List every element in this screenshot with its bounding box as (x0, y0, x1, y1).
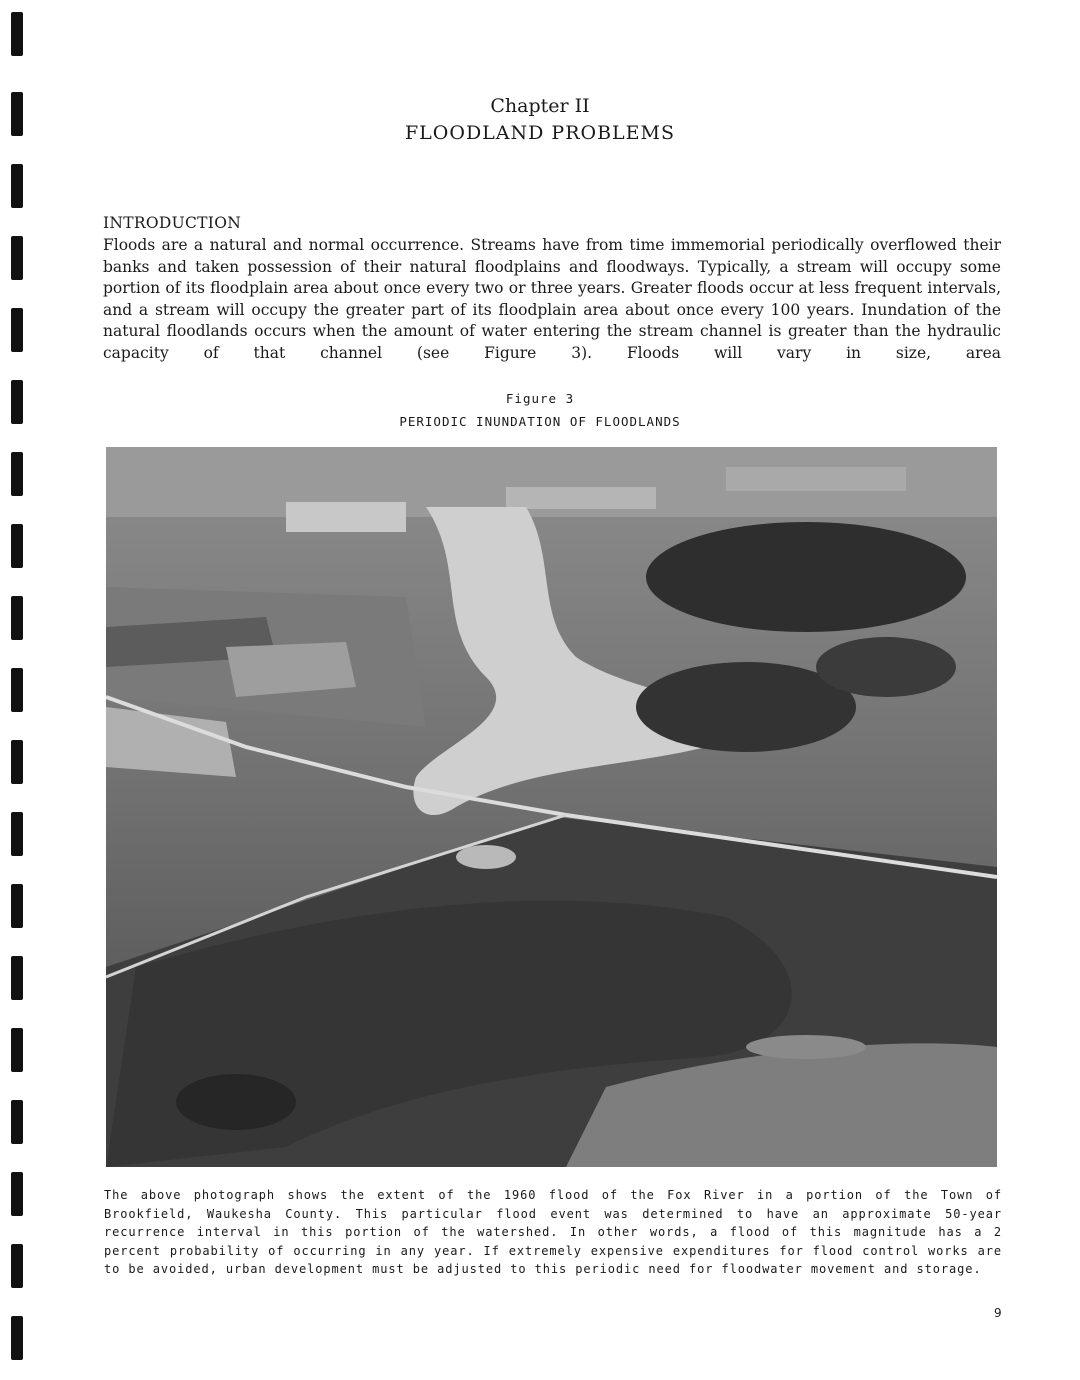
binding-hole (11, 524, 23, 568)
intro-paragraph: Floods are a natural and normal occurrence. Streams have from time immemorial periodically overflowed their banks and taken possession of their natural floodplains and floodways. Typically, a stream will occupy some portion of its floodplain area about once every two or three years. Greater floods occur at less frequent intervals, and a stream will occupy the greater part of its floodplain area about once every 100 years. Inundation of the natural floodlands occurs when the amount of water entering the stream channel is greater than the hydraulic capacity of that channel (see Figure 3). Floods will vary in size, area (103, 236, 1001, 362)
binding-hole (11, 596, 23, 640)
binding-hole (11, 956, 23, 1000)
binding-hole (11, 1172, 23, 1216)
chapter-title: FLOODLAND PROBLEMS (404, 122, 675, 144)
aerial-flood-photograph (106, 447, 997, 1167)
binding-hole (11, 740, 23, 784)
binding-hole (11, 812, 23, 856)
chapter-number: Chapter II (490, 95, 590, 117)
spiral-binding (0, 0, 40, 1380)
binding-hole (11, 668, 23, 712)
section-heading: INTRODUCTION (103, 214, 242, 232)
figure-caption: The above photograph shows the extent of the 1960 flood of the Fox River in a portion of the Town of Brookfield, Waukesha County. This particular flood event was determined to have an approximate 50-year recurrence interval in this portion of the watershed. In other words, a flood of this magnitude has a 2 percent probability of occurring in any year. If extremely expensive expenditures for flood control works are to be avoided, urban development must be adjusted to this periodic need for floodwater movement and storage. (104, 1188, 1002, 1277)
binding-hole (11, 164, 23, 208)
figure-label: Figure 3 (505, 391, 575, 406)
figure-title: PERIODIC INUNDATION OF FLOODLANDS (399, 414, 681, 429)
binding-hole (11, 1244, 23, 1288)
binding-hole (11, 12, 23, 56)
chapter-heading (0, 94, 1080, 148)
page-number: 9 (994, 1306, 1002, 1320)
binding-hole (11, 1028, 23, 1072)
binding-hole (11, 1316, 23, 1360)
binding-hole (11, 236, 23, 280)
binding-hole (11, 884, 23, 928)
binding-hole (11, 452, 23, 496)
binding-hole (11, 1100, 23, 1144)
binding-hole (11, 308, 23, 352)
